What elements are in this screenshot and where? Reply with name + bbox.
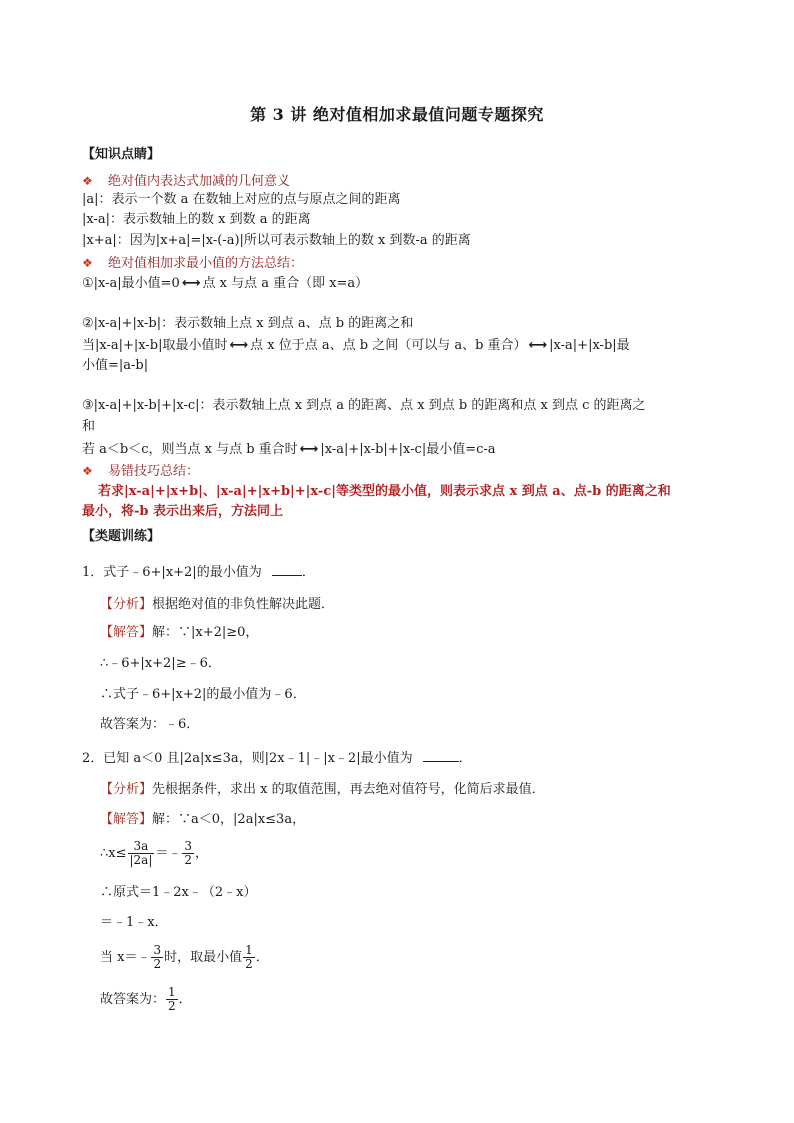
- q2-when-prefix: 当 x＝﹣: [100, 950, 151, 965]
- q2-answer-blank: [423, 749, 459, 762]
- q1-answer-label: 【解答】: [100, 625, 153, 640]
- tip-line1: [98, 483, 671, 501]
- q1-answer-line4: 故答案为：﹣6．: [100, 717, 200, 732]
- knowledge-heading: 【知识点睛】: [82, 147, 161, 162]
- tip-line1-c: 等类型的最小值，则表示求点 x 到点 a、点-b 的距离之和: [335, 484, 671, 499]
- q2-when-fraction: [151, 944, 163, 971]
- rule2-mid: 点 x 位于点 a、点 b 之间（可以与 a、b 重合）: [250, 338, 527, 353]
- q2-inequality-line: [100, 840, 208, 868]
- q1-answer-line2: ∴﹣6+|x+2|≥﹣6．: [100, 656, 221, 671]
- q1-answer-line1: [100, 624, 258, 642]
- page-title: 第 3 讲 绝对值相加求最值问题专题探究: [250, 105, 544, 124]
- rule3-right: |x-a|+|x-b|+|x-c|最小值=c-a: [320, 442, 496, 457]
- q2-stem-text: 2．已知 a＜0 且|2a|x≤3a，则|2x﹣1|﹣|x﹣2|最小值为: [82, 751, 413, 766]
- section1-title-line: [82, 172, 290, 191]
- q2-stem-end: ．: [458, 751, 472, 766]
- section1-title: 绝对值内表达式加减的几何意义: [108, 174, 291, 189]
- q2-analysis-text: 先根据条件，求出 x 的取值范围，再去绝对值符号，化简后求最值．: [152, 782, 545, 797]
- fraction-numerator: 3: [153, 943, 162, 957]
- q2-answer-label: 【解答】: [100, 812, 153, 827]
- q2-final-prefix: 故答案为：: [100, 992, 166, 1007]
- q1-stem-end: ．: [301, 565, 315, 580]
- rule3-line3: [82, 441, 496, 459]
- q2-simplified-line: ＝﹣1﹣x．: [100, 915, 168, 930]
- q2-stem: [82, 749, 472, 768]
- fraction-numerator: 3a: [128, 840, 155, 854]
- rule3-line2: 和: [82, 419, 96, 434]
- section3-title-line: [82, 462, 199, 481]
- q2-analysis: [100, 781, 545, 799]
- double-arrow-icon: ⟷: [181, 276, 201, 291]
- q1-analysis-label: 【分析】: [100, 597, 153, 612]
- knowledge-line-xa: |x-a|：表示数轴上的数 x 到数 a 的距离: [82, 212, 311, 227]
- tip-line1-a: 若求: [98, 484, 125, 499]
- q1-stem: [82, 563, 315, 582]
- q2-when-fraction2: [243, 944, 255, 971]
- fraction-denominator: 2: [245, 957, 253, 971]
- q1-answer-text: 解：∵|x+2|≥0，: [152, 625, 259, 640]
- section3-title: 易错技巧总结：: [108, 464, 200, 479]
- q1-stem-text: 1．式子﹣6+|x+2|的最小值为: [82, 565, 262, 580]
- q1-answer-blank: [272, 563, 302, 576]
- diamond-bullet-icon: ❖: [82, 464, 93, 478]
- rule2-right: |x-a|+|x-b|最: [549, 338, 630, 353]
- q2-ineq-fraction2: [182, 840, 194, 867]
- q2-original-line: ∴原式＝1﹣2x﹣（2﹣x）: [100, 885, 257, 900]
- fraction-numerator: 1: [245, 943, 253, 957]
- q2-ineq-prefix: ∴x≤: [100, 846, 127, 861]
- q2-ineq-end: ，: [195, 846, 209, 861]
- rule3-line1: ③|x-a|+|x-b|+|x-c|：表示数轴上点 x 到点 a 的距离、点 x 到点 b 的距离和点 x 到点 c 的距离之: [82, 398, 646, 413]
- fraction-denominator: 2: [153, 957, 162, 971]
- rule2-line3: 小值=|a-b|: [82, 358, 149, 373]
- q1-analysis: [100, 596, 334, 614]
- q1-analysis-text: 根据绝对值的非负性解决此题．: [152, 597, 335, 612]
- q1-answer-line3: ∴式子﹣6+|x+2|的最小值为﹣6．: [100, 687, 306, 702]
- diamond-bullet-icon: ❖: [82, 256, 93, 270]
- rule2-left: 当|x-a|+|x-b|取最小值时: [82, 338, 228, 353]
- q2-final-end: ．: [178, 992, 192, 1007]
- double-arrow-icon: ⟷: [528, 338, 548, 353]
- q2-answer-line1: [100, 811, 305, 829]
- diamond-bullet-icon: ❖: [82, 174, 93, 188]
- q2-when-mid: 时，取最小值: [164, 950, 243, 965]
- q2-when-end: ．: [255, 950, 269, 965]
- q2-when-line: [100, 944, 269, 972]
- section2-title: 绝对值相加求最小值的方法总结：: [108, 256, 304, 271]
- q2-final-fraction: [166, 986, 178, 1013]
- rule1-left: ①|x-a|最小值=0: [82, 276, 180, 291]
- practice-heading: 【类题训练】: [82, 529, 161, 544]
- q2-answer-text: 解：∵a＜0，|2a|x≤3a，: [152, 812, 306, 827]
- section2-title-line: [82, 254, 303, 273]
- rule3-left: 若 a＜b＜c，则当点 x 与点 b 重合时: [82, 442, 298, 457]
- fraction-denominator: 2: [168, 999, 176, 1013]
- q2-final-line: [100, 986, 192, 1014]
- fraction-denominator: |2a|: [129, 853, 153, 867]
- q2-ineq-eq: ＝﹣: [155, 846, 182, 861]
- knowledge-line-xplusa: |x+a|：因为|x+a|=|x-(-a)|所以可表示数轴上的数 x 到数-a 的距离: [82, 233, 471, 248]
- fraction-numerator: 3: [184, 839, 193, 853]
- tip-line1-b: |x-a|+|x+b|、|x-a|+|x+b|+|x-c|: [124, 484, 336, 499]
- rule2-line1: ②|x-a|+|x-b|：表示数轴上点 x 到点 a、点 b 的距离之和: [82, 316, 414, 331]
- q2-analysis-label: 【分析】: [100, 782, 153, 797]
- fraction-numerator: 1: [168, 985, 176, 999]
- double-arrow-icon: ⟷: [299, 442, 319, 457]
- rule2-line2: [82, 337, 630, 355]
- rule1-right: 点 x 与点 a 重合（即 x=a）: [202, 276, 369, 291]
- knowledge-line-a: |a|：表示一个数 a 在数轴上对应的点与原点之间的距离: [82, 192, 401, 207]
- rule1-line: [82, 275, 368, 293]
- tip-line2: 最小，将-b 表示出来后，方法同上: [82, 504, 284, 519]
- q2-ineq-fraction: [128, 840, 155, 867]
- fraction-denominator: 2: [184, 853, 193, 867]
- double-arrow-icon: ⟷: [229, 338, 249, 353]
